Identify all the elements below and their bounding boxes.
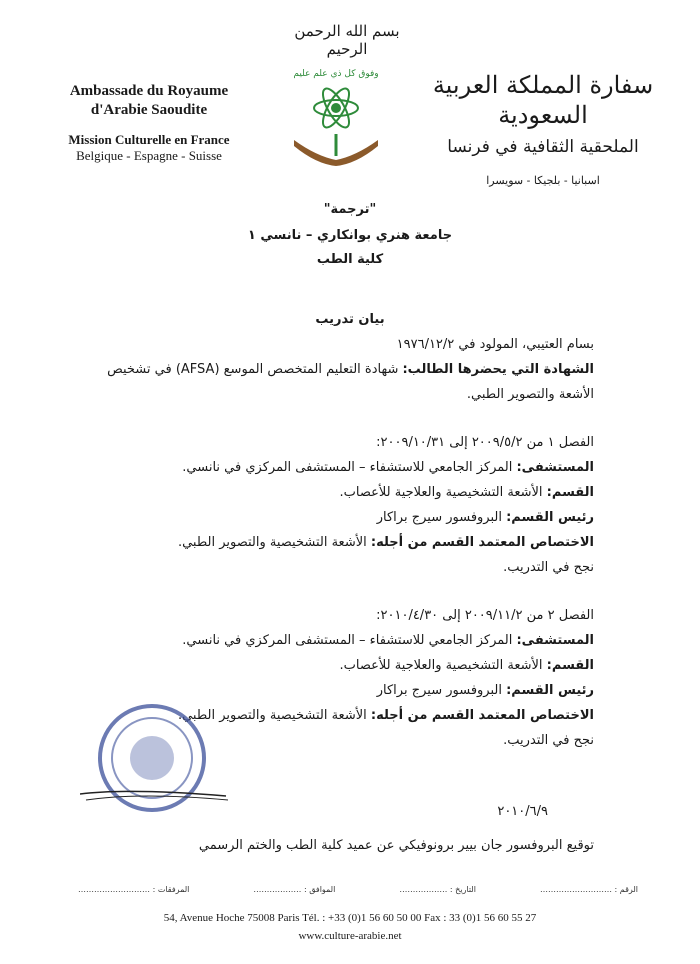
dept-value: الأشعة التشخيصية والعلاجية للأعصاب. (339, 485, 547, 500)
spec-value: الأشعة التشخيصية والتصوير الطبي. (177, 535, 371, 550)
attach-label: المرفقات : (152, 885, 190, 894)
faculty-name: كلية الطب (316, 252, 384, 267)
emblem-motto: وفوق كل ذي علم عليم (293, 69, 379, 79)
stamp-seal-icon (80, 700, 230, 820)
semester1-head (104, 505, 594, 530)
signature-line: توقيع البروفسور جان بيير برونوفيكي عن عميد كلية الطب والختم الرسمي (198, 838, 594, 853)
atom-book-icon (286, 60, 386, 170)
semester2-result: نجح في التدريب. (503, 733, 594, 748)
corr-label: الموافق : (303, 885, 336, 894)
basmala: بسم الله الرحمن الرحيم (294, 22, 400, 58)
dept-label: القسم: (546, 485, 594, 500)
dept-value: الأشعة التشخيصية والعلاجية للأعصاب. (339, 658, 547, 673)
reference-fields (78, 885, 638, 894)
embassy-arabic-name: سفارة المملكة العربية السعودية (432, 71, 654, 129)
head-label: رئيس القسم: (506, 510, 594, 525)
embassy-name-line1: Ambassade du Royaume (69, 83, 229, 99)
date-field: التاريخ : ……………… (399, 885, 476, 894)
student-line: بسام العتيبي، المولود في ١٩٧٦/١٢/٢ (396, 337, 594, 352)
semester2-dept (104, 653, 594, 678)
semester1-result: نجح في التدريب. (503, 560, 594, 575)
cultural-attache-arabic: الملحقية الثقافية في فرنسا (447, 137, 639, 157)
mission-name: Mission Culturelle en France (68, 132, 230, 147)
attach-field: المرفقات : ……………………… (78, 885, 190, 894)
hospital-label: المستشفى: (516, 460, 594, 475)
spec-label: الاختصاص المعتمد القسم من أجله: (370, 708, 594, 723)
official-stamp (80, 700, 230, 820)
semester1-hospital (104, 455, 594, 480)
statement-title: بيان تدريب (315, 312, 385, 327)
certificate-line (104, 357, 594, 382)
document-body (104, 332, 594, 753)
ref-label: الرقم : (614, 885, 638, 894)
date-label: التاريخ : (449, 885, 476, 894)
ref-field: الرقم : ……………………… (539, 885, 638, 894)
hospital-label: المستشفى: (516, 633, 594, 648)
hospital-value: المركز الجامعي للاستشفاء – المستشفى المركزي في نانسي. (182, 633, 517, 648)
head-value: البروفسور سيرج براكار (376, 510, 507, 525)
translation-label: "ترجمة" (323, 202, 377, 217)
spec-value: الأشعة التشخيصية والتصوير الطبي. (177, 708, 371, 723)
spec-label: الاختصاص المعتمد القسم من أجله: (370, 535, 594, 550)
head-value: البروفسور سيرج براكار (376, 683, 507, 698)
certificate-value: شهادة التعليم المتخصص الموسع (AFSA) في تشخيص (107, 362, 403, 377)
corr-field: الموافق : ……………… (253, 885, 336, 894)
embassy-arabic-header (428, 70, 658, 187)
mission-countries: Belgique - Espagne - Suisse (76, 148, 222, 163)
semester2-hospital (104, 628, 594, 653)
certificate-label: الشهادة التي يحضرها الطالب: (402, 362, 594, 377)
semester2-heading: الفصل ٢ من ٢٠٠٩/١١/٢ إلى ٢٠١٠/٤/٣٠: (376, 608, 594, 623)
certificate-line2: الأشعة والتصوير الطبي. (466, 387, 594, 402)
embassy-name-line2: d'Arabie Saoudite (90, 102, 208, 118)
embassy-website: www.culture-arabie.net (298, 930, 402, 942)
hospital-value: المركز الجامعي للاستشفاء – المستشفى المركزي في نانسي. (182, 460, 517, 475)
semester1-spec (104, 530, 594, 555)
countries-arabic: اسبانيا - بلجيكا - سويسرا (486, 174, 600, 187)
semester1-dept (104, 480, 594, 505)
cultural-mission-emblem (286, 60, 386, 170)
semester1-heading: الفصل ١ من ٢٠٠٩/٥/٢ إلى ٢٠٠٩/١٠/٣١: (376, 435, 594, 450)
dept-label: القسم: (546, 658, 594, 673)
embassy-french-header (34, 82, 264, 164)
embassy-address: 54, Avenue Hoche 75008 Paris Tél. : +33 (0)1 56 60 50 00 Fax : 33 (0)1 56 60 55 27 (163, 912, 537, 924)
document-date: ٢٠١٠/٦/٩ (497, 804, 548, 819)
head-label: رئيس القسم: (506, 683, 594, 698)
university-name: جامعة هنري بوانكاري – نانسي ١ (247, 228, 453, 243)
